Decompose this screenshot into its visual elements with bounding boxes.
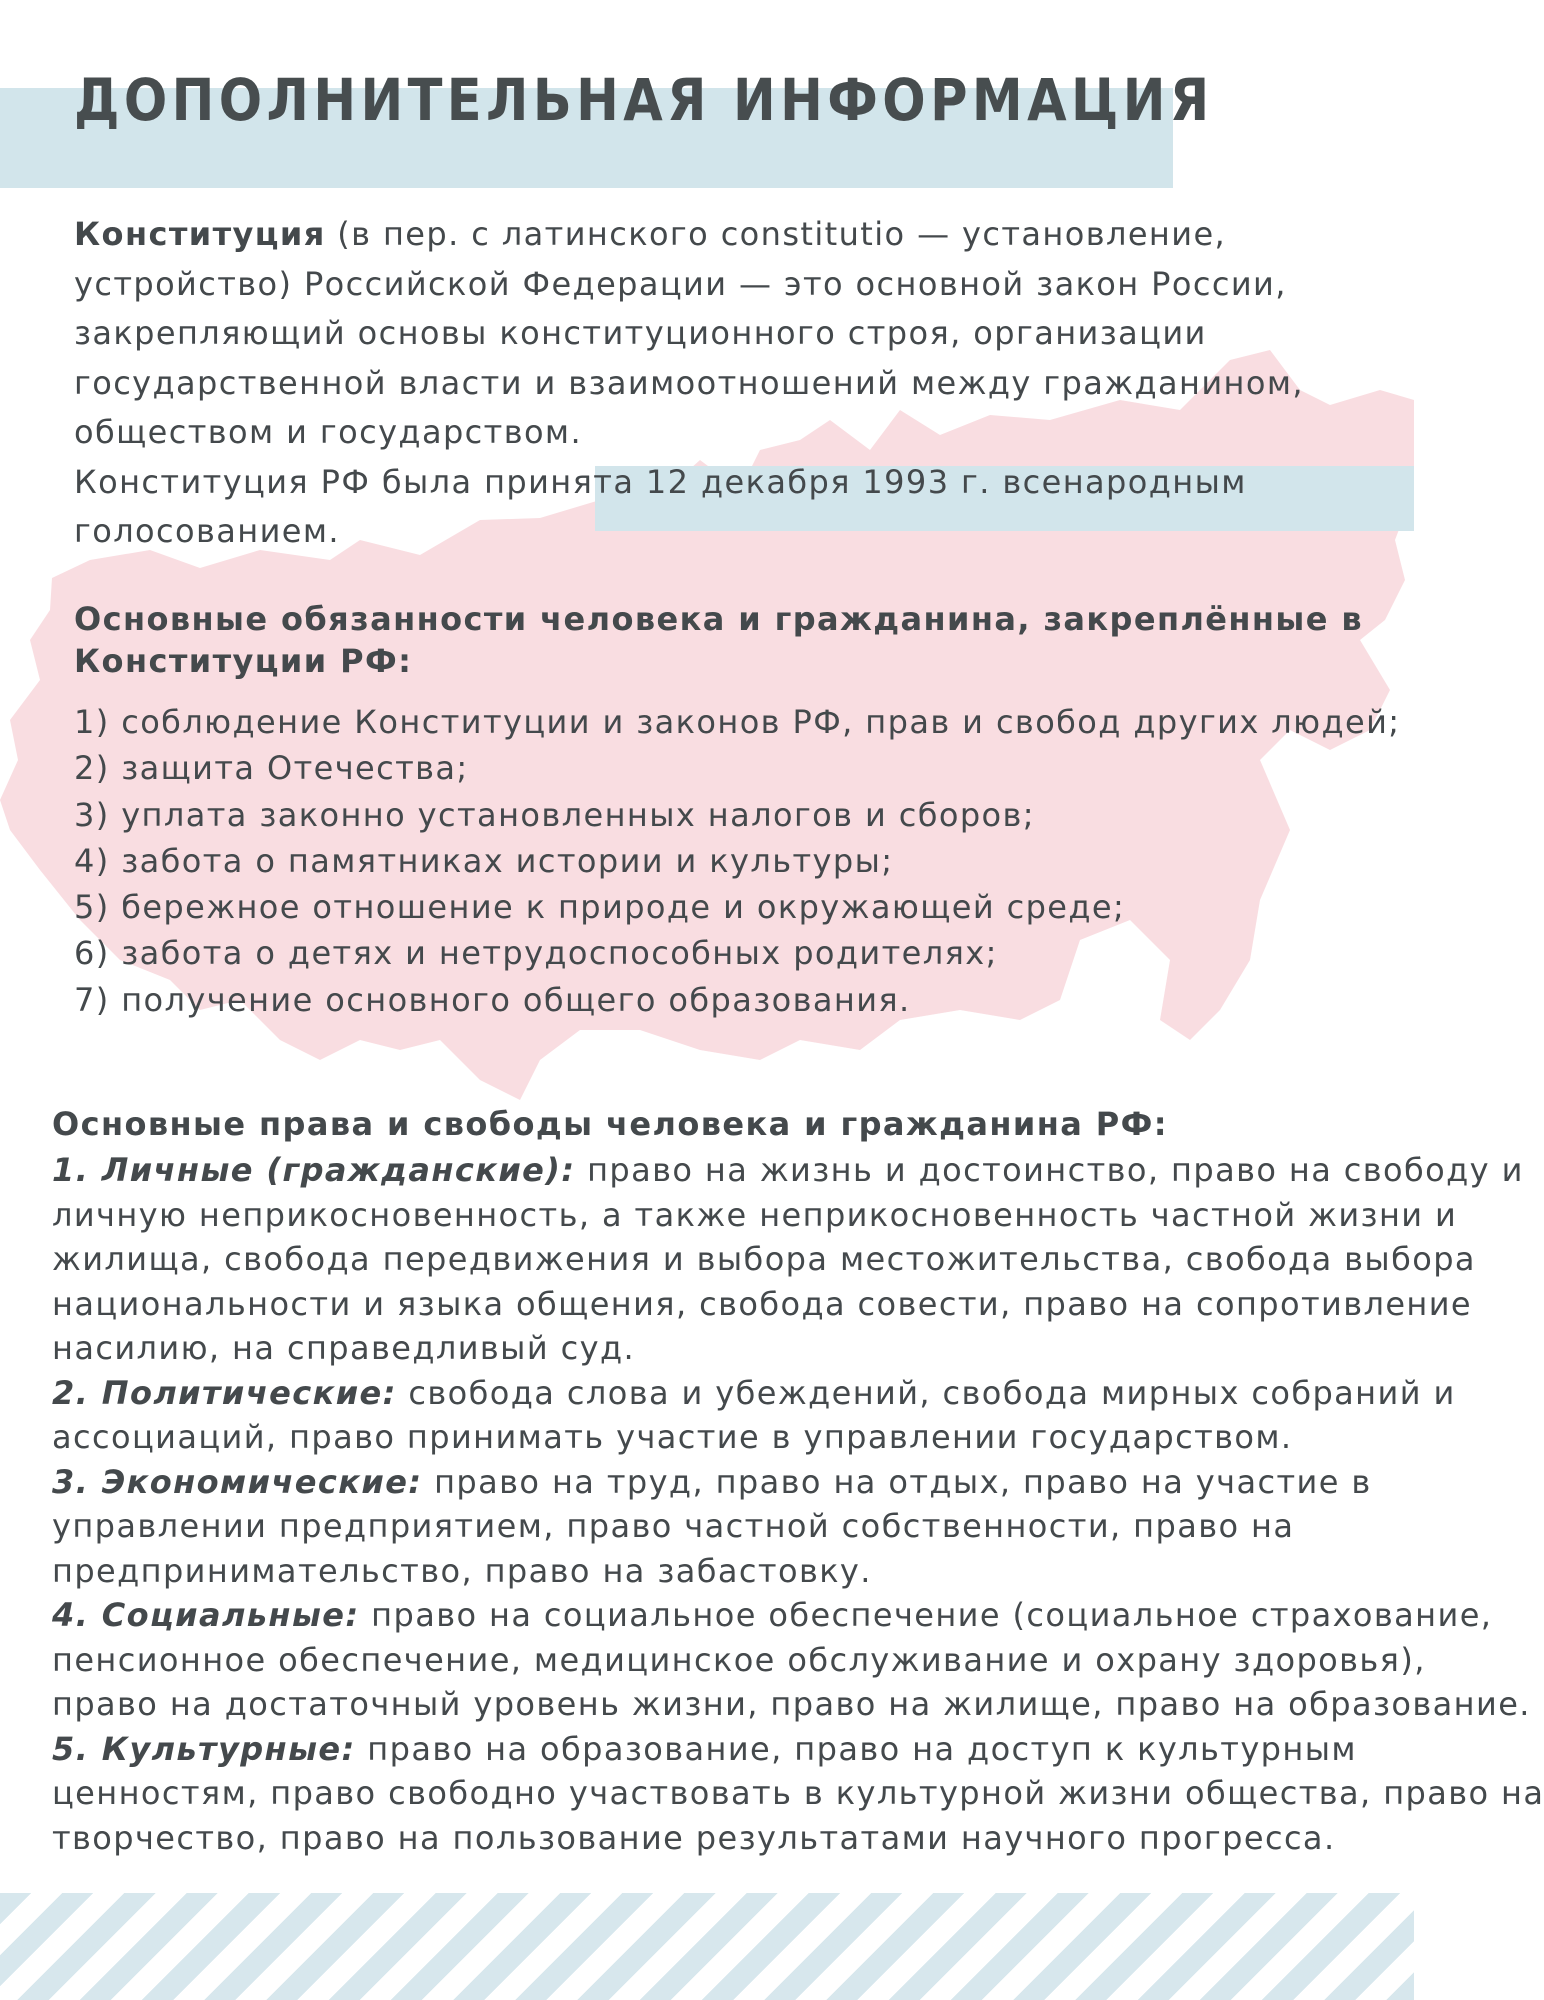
- rights-line: ассоциаций, право принимать участие в управлении государством.: [52, 1418, 1293, 1456]
- duties-list: [74, 699, 1404, 1023]
- intro-line: голосованием.: [74, 512, 340, 550]
- rights-line: творчество, право на пользование результатами научного прогресса.: [52, 1818, 1336, 1857]
- duty-item: 3) уплата законно установленных налогов и сборов;: [74, 795, 1035, 834]
- rights-category-economic: 3. Экономические:: [52, 1462, 423, 1501]
- rights-line: личную неприкосновенность, а также неприкосновенность частной жизни и: [52, 1195, 1458, 1234]
- duty-item: 6) забота о детях и нетрудоспособных родителях;: [74, 934, 998, 973]
- intro-line: государственной власти и взаимоотношений между гражданином,: [74, 363, 1304, 402]
- rights-line: 5. Культурные: право на образование, право на доступ к культурным: [52, 1729, 1357, 1768]
- rights-line: 4. Социальные: право на социальное обеспечение (социальное страхование,: [52, 1596, 1493, 1634]
- constitution-term: Конституция: [74, 215, 326, 253]
- rights-category-social: 4. Социальные:: [52, 1596, 360, 1634]
- duty-item: 2) защита Отечества;: [74, 749, 469, 788]
- rights-line: право на достаточный уровень жизни, право на жилище, право на образование.: [52, 1685, 1531, 1723]
- rights-line: насилию, на справедливый суд.: [52, 1329, 636, 1367]
- page-title: ДОПОЛНИТЕЛЬНАЯ ИНФОРМАЦИЯ: [74, 66, 1214, 134]
- rights-line: управлении предприятием, право частной собственности, право на: [52, 1507, 1295, 1545]
- intro-line: обществом и государством.: [74, 413, 583, 451]
- rights-list: [52, 1148, 1544, 1860]
- intro-line: устройство) Российской Федерации — это основной закон России,: [74, 264, 1287, 303]
- duties-heading: Основные обязанности человека и гражданина, закреплённые в Конституции РФ:: [74, 600, 1364, 680]
- striped-footer: [0, 1893, 1414, 2000]
- intro-line: Конституция (в пер. с латинского constitutio — установление,: [74, 215, 1227, 253]
- duty-item: 4) забота о памятниках истории и культуры;: [74, 841, 894, 880]
- adoption-date-line: Конституция РФ была принята 12 декабря 1993 г. всенародным: [74, 462, 1247, 501]
- intro-line: закрепляющий основы конституционного строя, организации: [74, 314, 1207, 352]
- rights-heading: Основные права и свободы человека и гражданина РФ:: [52, 1105, 1168, 1143]
- rights-category-cultural: 5. Культурные:: [52, 1729, 356, 1768]
- constitution-intro: [74, 210, 1374, 557]
- rights-line: пенсионное обеспечение, медицинское обслуживание и охрану здоровья),: [52, 1640, 1426, 1679]
- rights-line: национальности и языка общения, свобода совести, право на сопротивление: [52, 1284, 1473, 1323]
- rights-line: предпринимательство, право на забастовку.: [52, 1551, 872, 1590]
- rights-line: ценностям, право свободно участвовать в культурной жизни общества, право на: [52, 1774, 1544, 1812]
- rights-line: 1. Личные (гражданские): право на жизнь и достоинство, право на свободу и: [52, 1151, 1524, 1189]
- rights-category-personal: 1. Личные (гражданские):: [52, 1151, 576, 1189]
- duty-item: 7) получение основного общего образования.: [74, 980, 911, 1019]
- rights-category-political: 2. Политические:: [52, 1373, 397, 1412]
- rights-line: 2. Политические: свобода слова и убеждений, свобода мирных собраний и: [52, 1373, 1456, 1412]
- rights-line: 3. Экономические: право на труд, право на отдых, право на участие в: [52, 1462, 1372, 1501]
- rights-line: жилища, свобода передвижения и выбора местожительства, свобода выбора: [52, 1240, 1476, 1278]
- duty-item: 5) бережное отношение к природе и окружающей среде;: [74, 888, 1126, 927]
- duty-item: 1) соблюдение Конституции и законов РФ, прав и свобод других людей;: [74, 703, 1401, 741]
